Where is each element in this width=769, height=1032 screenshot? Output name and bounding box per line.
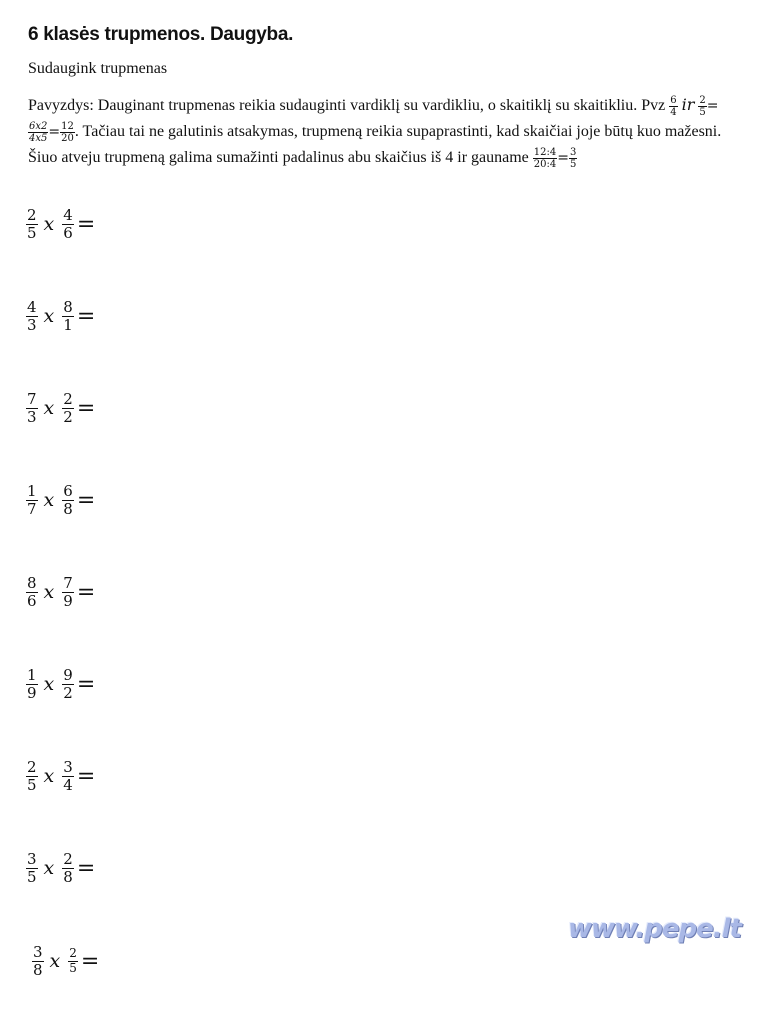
denominator: 5 xyxy=(699,106,706,118)
numerator: 3 xyxy=(27,850,37,868)
equals-sign: = xyxy=(76,855,96,881)
denominator: 4 xyxy=(670,106,677,118)
multiplication-problem xyxy=(26,299,95,333)
numerator: 2 xyxy=(69,946,77,961)
numerator: 3 xyxy=(63,758,73,776)
denominator: 20 xyxy=(61,132,74,144)
fraction-right xyxy=(62,667,74,701)
example-fraction-f xyxy=(569,147,577,170)
fraction-left xyxy=(26,207,38,241)
times-sign: x xyxy=(43,765,55,787)
equals-sign: = xyxy=(706,98,719,114)
times-sign: x xyxy=(43,857,55,879)
equals-sign: = xyxy=(80,948,100,974)
example-fraction-a xyxy=(669,95,677,118)
times-sign: x xyxy=(43,673,55,695)
denominator: 5 xyxy=(27,223,37,242)
multiplication-problem xyxy=(26,759,95,793)
numerator: 3 xyxy=(569,146,577,158)
pepe-watermark-logo: www.pepe.lt xyxy=(568,914,741,944)
example-paragraph xyxy=(28,92,728,171)
example-fraction-d xyxy=(60,121,75,144)
denominator: 3 xyxy=(27,407,37,426)
denominator: 5 xyxy=(569,158,577,170)
multiplication-problem xyxy=(32,944,99,978)
numerator: 6x2 xyxy=(29,120,48,132)
fraction-right xyxy=(62,299,74,333)
fraction-right xyxy=(62,759,74,793)
denominator: 8 xyxy=(63,867,73,886)
example-text-2: . Tačiau tai ne galutinis atsakymas, trupmeną reikia supaprastinti, kad skaičiai joje būtų kuo mažesni. Šiuo atveju trupmeną galima sumažinti padalinus abu skaičius iš 4 ir gauname xyxy=(28,123,722,166)
numerator: 6 xyxy=(63,482,73,500)
numerator: 8 xyxy=(63,298,73,316)
fraction-right xyxy=(68,947,78,974)
denominator: 8 xyxy=(33,960,43,979)
numerator: 2 xyxy=(63,390,73,408)
numerator: 6 xyxy=(670,94,677,106)
times-sign: x xyxy=(43,213,55,235)
numerator: 7 xyxy=(63,574,73,592)
multiplication-problem xyxy=(26,483,95,517)
denominator: 20:4 xyxy=(533,158,557,170)
numerator: 2 xyxy=(699,94,706,106)
denominator: 6 xyxy=(63,223,73,242)
numerator: 2 xyxy=(27,206,37,224)
fraction-right xyxy=(62,207,74,241)
times-sign: x xyxy=(43,397,55,419)
fraction-right xyxy=(62,483,74,517)
fraction-right xyxy=(62,851,74,885)
numerator: 3 xyxy=(33,943,43,961)
numerator: 1 xyxy=(27,482,37,500)
numerator: 12 xyxy=(61,120,74,132)
equals-sign: = xyxy=(76,671,96,697)
denominator: 4x5 xyxy=(29,132,48,144)
equals-sign: = xyxy=(76,487,96,513)
equals-sign: = xyxy=(557,150,569,166)
fraction-right xyxy=(62,391,74,425)
equals-sign: = xyxy=(76,211,96,237)
denominator: 5 xyxy=(27,867,37,886)
denominator: 9 xyxy=(27,683,37,702)
denominator: 7 xyxy=(27,499,37,518)
page-title: 6 klasės trupmenos. Daugyba. xyxy=(28,24,294,45)
multiplication-problem xyxy=(26,851,95,885)
example-fraction-b xyxy=(698,95,706,118)
equals-sign: = xyxy=(76,395,96,421)
denominator: 2 xyxy=(63,407,73,426)
example-word-ir: ir xyxy=(681,95,695,114)
equals-sign: = xyxy=(76,763,96,789)
fraction-left xyxy=(26,667,38,701)
denominator: 5 xyxy=(69,960,77,975)
denominator: 3 xyxy=(27,315,37,334)
fraction-left xyxy=(26,851,38,885)
multiplication-problem xyxy=(26,667,95,701)
equals-sign: = xyxy=(48,124,61,140)
fraction-left xyxy=(26,759,38,793)
multiplication-problem xyxy=(26,207,95,241)
equals-sign: = xyxy=(76,303,96,329)
multiplication-problem xyxy=(26,575,95,609)
denominator: 2 xyxy=(63,683,73,702)
numerator: 4 xyxy=(63,206,73,224)
denominator: 8 xyxy=(63,499,73,518)
fraction-left xyxy=(26,391,38,425)
numerator: 4 xyxy=(27,298,37,316)
denominator: 1 xyxy=(63,315,73,334)
example-fraction-e xyxy=(533,147,557,170)
numerator: 1 xyxy=(27,666,37,684)
times-sign: x xyxy=(49,950,61,972)
denominator: 4 xyxy=(63,775,73,794)
example-text-1: Pavyzdys: Dauginant trupmenas reikia sudauginti vardiklį su vardikliu, o skaitiklį su skaitikliu. Pvz xyxy=(28,97,670,114)
fraction-left xyxy=(26,299,38,333)
numerator: 8 xyxy=(27,574,37,592)
numerator: 12:4 xyxy=(533,146,557,158)
times-sign: x xyxy=(43,489,55,511)
denominator: 9 xyxy=(63,591,73,610)
fraction-left xyxy=(26,575,38,609)
numerator: 2 xyxy=(27,758,37,776)
numerator: 9 xyxy=(63,666,73,684)
fraction-right xyxy=(62,575,74,609)
equals-sign: = xyxy=(76,579,96,605)
instructions: Sudaugink trupmenas xyxy=(28,60,168,77)
denominator: 5 xyxy=(27,775,37,794)
numerator: 2 xyxy=(63,850,73,868)
multiplication-problem xyxy=(26,391,95,425)
denominator: 6 xyxy=(27,591,37,610)
fraction-left xyxy=(32,944,44,978)
times-sign: x xyxy=(43,305,55,327)
fraction-left xyxy=(26,483,38,517)
example-fraction-c xyxy=(28,121,48,144)
times-sign: x xyxy=(43,581,55,603)
numerator: 7 xyxy=(27,390,37,408)
